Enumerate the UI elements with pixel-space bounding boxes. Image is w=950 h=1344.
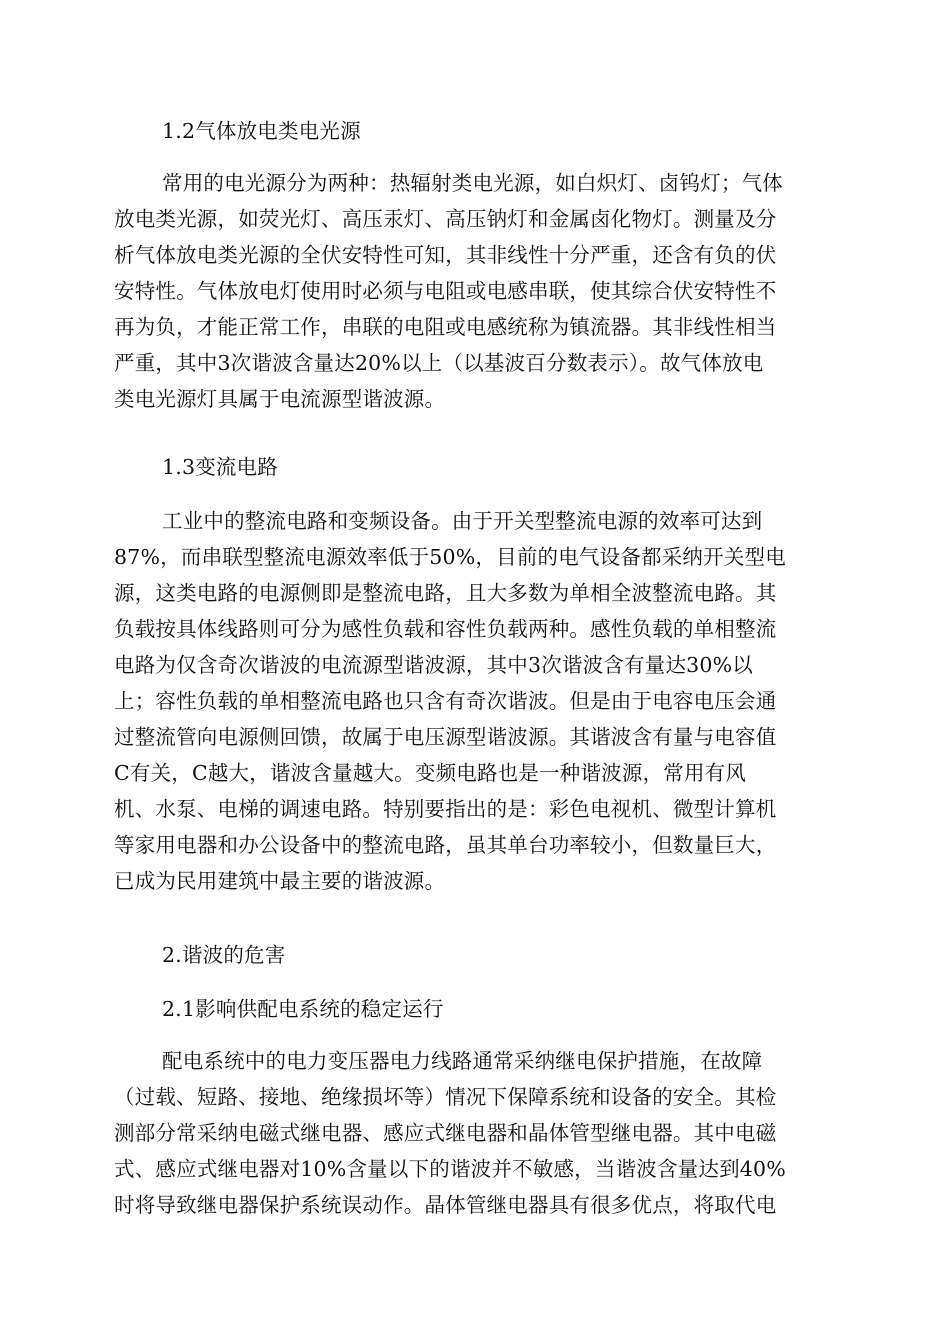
paragraph-line: C有关，C越大，谐波含量越大。变频电路也是一种谐波源，常用有风 <box>114 761 747 785</box>
paragraph-line: 严重，其中3次谐波含量达20%以上（以基波百分数表示）。故气体放电 <box>114 351 764 375</box>
paragraph-line: 类电光源灯具属于电流源型谐波源。 <box>114 387 446 411</box>
paragraph-line: 安特性。气体放电灯使用时必须与电阻或电感串联，使其综合伏安特性不 <box>114 279 777 303</box>
paragraph-line: 式、感应式继电器对10%含量以下的谐波并不敏感，当谐波含量达到40% <box>114 1157 786 1181</box>
paragraph-line: 87%，而串联型整流电源效率低于50%，目前的电气设备都采纳开关型电 <box>114 545 786 569</box>
section-heading-2: 2.谐波的危害 <box>162 943 286 967</box>
paragraph-line: 过整流管向电源侧回馈，故属于电压源型谐波源。其谐波含有量与电容值 <box>114 725 777 749</box>
paragraph-line: 再为负，才能正常工作，串联的电阻或电感统称为镇流器。其非线性相当 <box>114 315 777 339</box>
paragraph-line: （过载、短路、接地、绝缘损坏等）情况下保障系统和设备的安全。其检 <box>114 1085 777 1109</box>
section-heading-1-2: 1.2气体放电类电光源 <box>162 119 361 143</box>
paragraph-line: 时将导致继电器保护系统误动作。晶体管继电器具有很多优点，将取代电 <box>114 1193 777 1217</box>
paragraph-line: 放电类光源，如荧光灯、高压汞灯、高压钠灯和金属卤化物灯。测量及分 <box>114 207 777 231</box>
paragraph-line: 已成为民用建筑中最主要的谐波源。 <box>114 869 446 893</box>
paragraph-line: 机、水泵、电梯的调速电路。特别要指出的是：彩色电视机、微型计算机 <box>114 797 777 821</box>
paragraph-line: 源，这类电路的电源侧即是整流电路，且大多数为单相全波整流电路。其 <box>114 581 777 605</box>
paragraph-line: 常用的电光源分为两种：热辐射类电光源，如白炽灯、卤钨灯；气体 <box>162 171 783 195</box>
section-heading-1-3: 1.3变流电路 <box>162 455 279 479</box>
paragraph-line: 负载按具体线路则可分为感性负载和容性负载两种。感性负载的单相整流 <box>114 617 777 641</box>
paragraph-line: 等家用电器和办公设备中的整流电路，虽其单台功率较小，但数量巨大， <box>114 833 777 857</box>
paragraph-line: 工业中的整流电路和变频设备。由于开关型整流电源的效率可达到 <box>162 509 763 533</box>
paragraph-line: 电路为仅含奇次谐波的电流源型谐波源，其中3次谐波含有量达30%以 <box>114 653 754 677</box>
paragraph-line: 上；容性负载的单相整流电路也只含有奇次谐波。但是由于电容电压会通 <box>114 689 777 713</box>
paragraph-line: 析气体放电类光源的全伏安特性可知，其非线性十分严重，还含有负的伏 <box>114 243 777 267</box>
section-heading-2-1: 2.1影响供配电系统的稳定运行 <box>162 997 444 1021</box>
paragraph-line: 测部分常采纳电磁式继电器、感应式继电器和晶体管型继电器。其中电磁 <box>114 1121 777 1145</box>
paragraph-line: 配电系统中的电力变压器电力线路通常采纳继电保护措施，在故障 <box>162 1049 763 1073</box>
